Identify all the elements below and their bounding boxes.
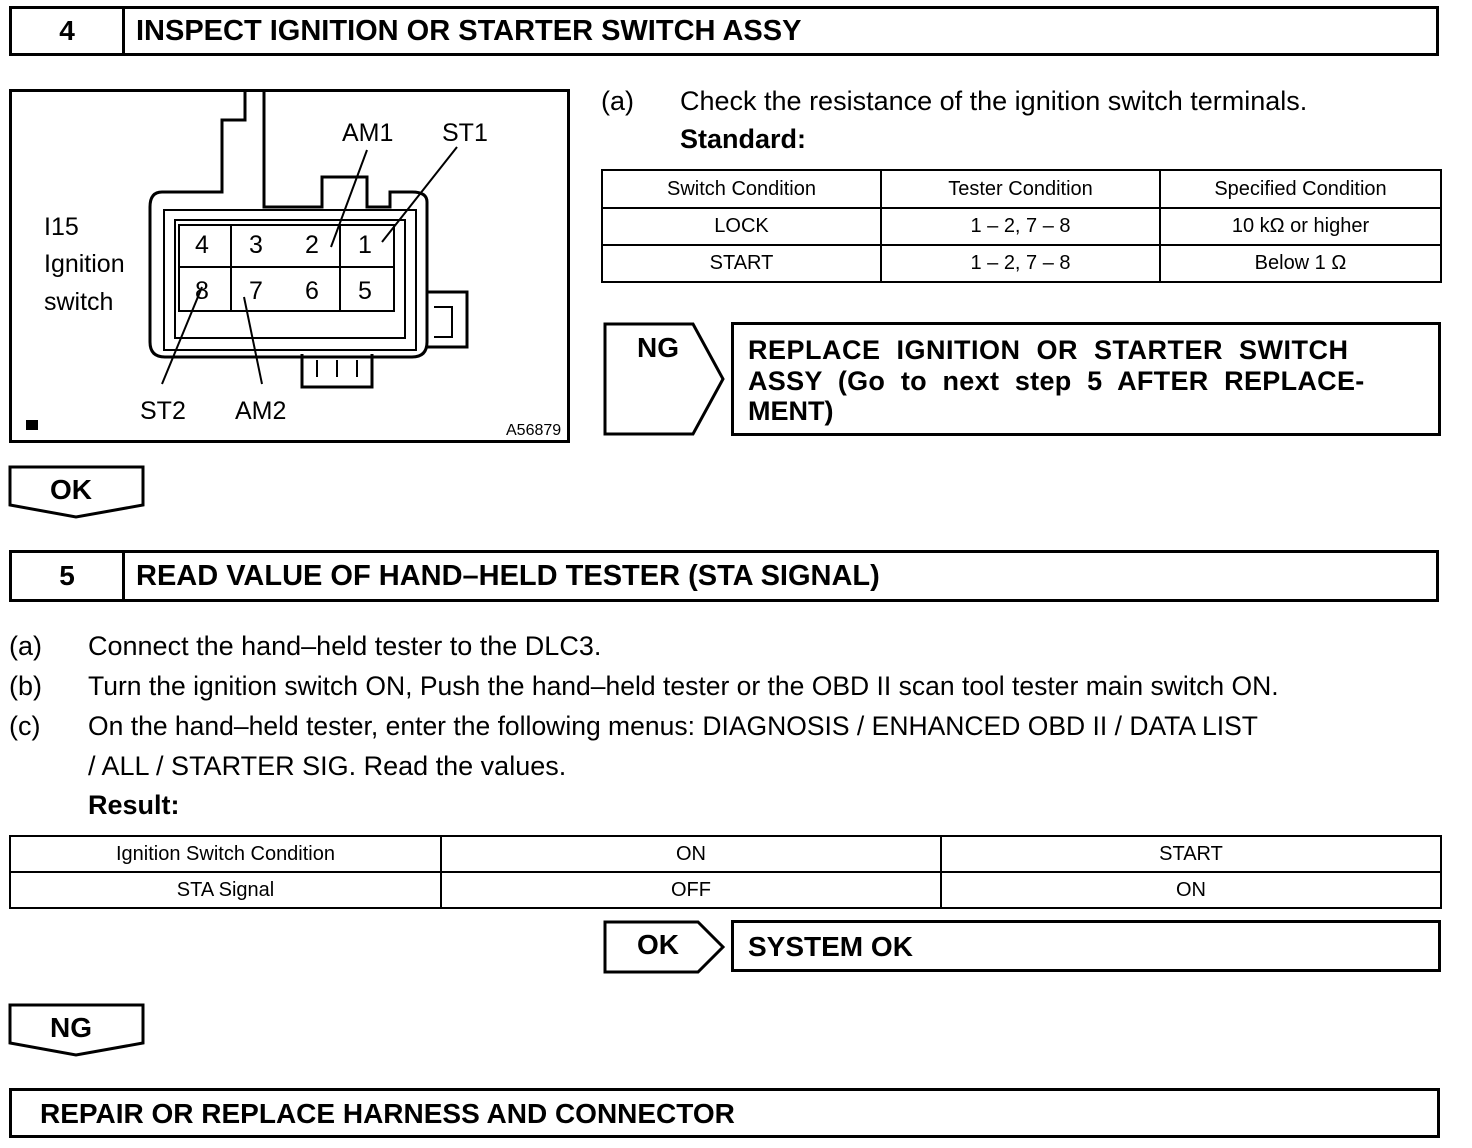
terminal: 4 [195, 231, 209, 259]
instruction-text: Check the resistance of the ignition switch terminals. [680, 86, 1308, 116]
ng-label: NG [637, 332, 679, 363]
step-title: INSPECT IGNITION OR STARTER SWITCH ASSY [136, 14, 802, 47]
table-cell: 10 kΩ or higher [1160, 208, 1441, 245]
ok-label: OK [50, 474, 92, 505]
result-label: Result: [88, 790, 180, 820]
table-cell: OFF [441, 872, 941, 908]
ng-action-line: MENT) [748, 396, 834, 426]
step-4-header [9, 6, 1439, 56]
ng-action-line: ASSY (Go to next step 5 AFTER REPLACE- [748, 366, 1365, 396]
pin-label-st2: ST2 [140, 397, 186, 425]
ok-action-box [731, 920, 1441, 972]
table-cell: Ignition Switch Condition [10, 836, 441, 872]
instruction-marker: (b) [9, 671, 42, 701]
pin-label-st1: ST1 [442, 119, 488, 147]
pin-label-am2: AM2 [235, 397, 287, 425]
result-table [9, 835, 1442, 909]
terminal: 5 [358, 277, 372, 305]
standard-label: Standard: [680, 124, 807, 154]
step-number: 4 [12, 9, 125, 53]
instruction-marker: (a) [9, 631, 42, 661]
table-cell: LOCK [602, 208, 881, 245]
table-cell: Below 1 Ω [1160, 245, 1441, 282]
table-cell: START [941, 836, 1441, 872]
instruction-text: Turn the ignition switch ON, Push the hand–held tester or the OBD II scan tool tester main switch ON. [88, 671, 1279, 701]
terminal: 3 [249, 231, 263, 259]
instruction-marker: (c) [9, 711, 41, 741]
terminal: 8 [195, 277, 209, 305]
table-header: Specified Condition [1160, 170, 1441, 208]
instruction-marker: (a) [601, 86, 634, 116]
table-cell: 1 – 2, 7 – 8 [881, 245, 1160, 282]
pin-label-am1: AM1 [342, 119, 394, 147]
step-number: 5 [12, 553, 125, 599]
terminal: 2 [305, 231, 319, 259]
table-cell: 1 – 2, 7 – 8 [881, 208, 1160, 245]
step-5-header [9, 550, 1439, 602]
connector-label-id: I15 [44, 213, 79, 241]
instruction-text-cont: / ALL / STARTER SIG. Read the values. [88, 751, 567, 781]
step-title: READ VALUE OF HAND–HELD TESTER (STA SIGNAL) [136, 559, 880, 592]
table-header: Switch Condition [602, 170, 881, 208]
figure-code: A56879 [506, 422, 562, 439]
terminal: 1 [358, 231, 372, 259]
connector-label-name: Ignition [44, 250, 125, 278]
table-cell: ON [441, 836, 941, 872]
ng-action-line: REPLACE IGNITION OR STARTER SWITCH [748, 335, 1349, 365]
table-cell: ON [941, 872, 1441, 908]
final-action: REPAIR OR REPLACE HARNESS AND CONNECTOR [40, 1098, 735, 1129]
connector-label-type: switch [44, 288, 114, 316]
instruction-text: Connect the hand–held tester to the DLC3. [88, 631, 602, 661]
ok-label: OK [637, 929, 679, 960]
ok-action: SYSTEM OK [748, 931, 913, 962]
standard-table [601, 169, 1442, 283]
terminal: 6 [305, 277, 319, 305]
table-header: Tester Condition [881, 170, 1160, 208]
table-cell: STA Signal [10, 872, 441, 908]
terminal: 7 [249, 277, 263, 305]
final-action-box [9, 1088, 1440, 1138]
connector-figure [9, 89, 570, 443]
ng-label: NG [50, 1012, 92, 1043]
ng-action-box [731, 322, 1441, 436]
instruction-text: On the hand–held tester, enter the following menus: DIAGNOSIS / ENHANCED OBD II / DATA LIST [88, 711, 1258, 741]
table-cell: START [602, 245, 881, 282]
